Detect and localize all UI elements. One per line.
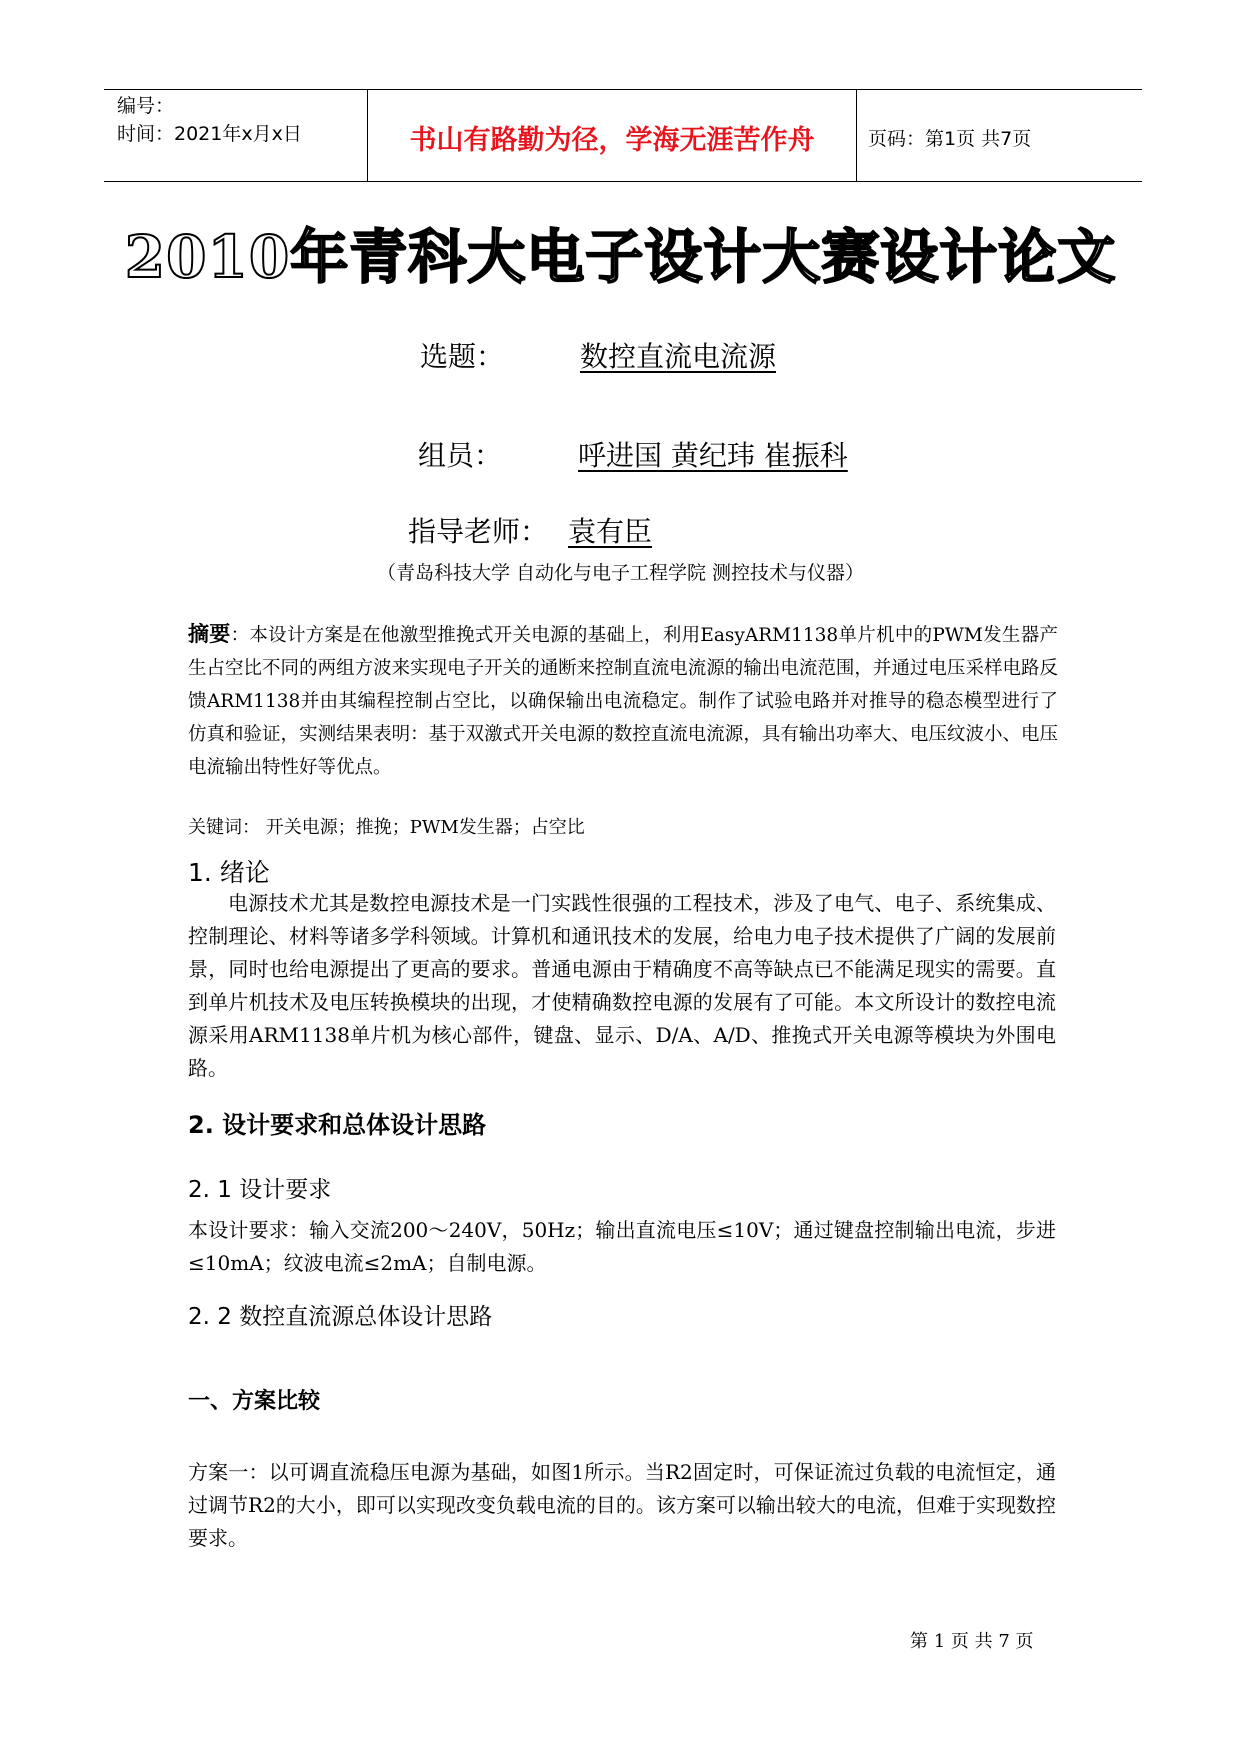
advisor-label: 指导老师： — [408, 515, 549, 548]
keywords: 关键词： 开关电源；推挽；PWM发生器；占空比 — [188, 817, 585, 838]
abstract-paragraph — [188, 618, 1058, 784]
plan-1-body: 方案一：以可调直流稳压电源为基础，如图1所示。当R2固定时，可保证流过负载的电流恒定，通过调节R2的大小，即可以实现改变负载电流的目的。该方案可以输出较大的电流，但难于实现数控要求。 — [188, 1460, 1056, 1550]
page-footer: 第 1 页 共 7 页 — [910, 1631, 1034, 1652]
header-divider-right — [856, 89, 857, 181]
section-2-1-body: 本设计要求：输入交流200～240V，50Hz；输出直流电压≤10V；通过键盘控制输出电流，步进≤10mA；纹波电流≤2mA；自制电源。 — [188, 1218, 1056, 1275]
header-date-label: 时间：2021年x月x日 — [117, 123, 302, 145]
section-2-heading: 2. 设计要求和总体设计思路 — [188, 1111, 487, 1139]
document-title: 2010年青科大电子设计大赛设计论文 — [124, 223, 1117, 291]
header-top-rule — [104, 89, 1142, 90]
affiliation: （青岛科技大学 自动化与电子工程学院 测控技术与仪器） — [376, 562, 865, 584]
plan-comparison-heading: 一、方案比较 — [188, 1389, 321, 1414]
topic-label: 选题： — [420, 340, 505, 373]
section-1-heading: 1. 绪论 — [188, 858, 270, 887]
header-number-label: 编号： — [117, 95, 175, 117]
header-divider-left — [367, 89, 368, 181]
abstract-label: 摘要 — [188, 622, 231, 646]
header-bottom-rule — [104, 181, 1142, 182]
header-motto: 书山有路勤为径，学海无涯苦作舟 — [409, 125, 815, 156]
topic-value: 数控直流电流源 — [580, 340, 777, 373]
advisor-value: 袁有臣 — [568, 515, 653, 548]
section-2-2-heading: 2. 2 数控直流源总体设计思路 — [188, 1304, 493, 1330]
section-1-body: 电源技术尤其是数控电源技术是一门实践性很强的工程技术，涉及了电气、电子、系统集成、控制理论、材料等诸多学科领域。计算机和通讯技术的发展，给电力电子技术提供了广阔的发展前景，同时也给电源提出了更高的要求。普通电源由于精确度不高等缺点已不能满足现实的需要。直到单片机技术及电压转换模块的出现，才使精确数控电源的发展有了可能。本文所设计的数控电流源采用ARM1138单片机为核心部件，键盘、显示、D/A、A/D、推挽式开关电源等模块为外围电路。 — [188, 891, 1056, 1080]
header-left-cell — [117, 92, 302, 148]
section-2-1-heading: 2. 1 设计要求 — [188, 1177, 332, 1203]
header-page-label: 页码：第1页 共7页 — [868, 128, 1032, 150]
members-label: 组员： — [418, 439, 503, 472]
members-value: 呼进国 黄纪玮 崔振科 — [578, 439, 848, 472]
abstract-text: ：本设计方案是在他激型推挽式开关电源的基础上，利用EasyARM1138单片机中的PWM发生器产生占空比不同的两组方波来实现电子开关的通断来控制直流电流源的输出电流范围，并通过电压采样电路反馈ARM1138并由其编程控制占空比，以确保输出电流稳定。制作了试验电路并对推导的稳态模型进行了仿真和验证，实测结果表明：基于双激式开关电源的数控直流电流源，具有输出功率大、电压纹波小、电压电流输出特性好等优点。 — [188, 625, 1059, 778]
